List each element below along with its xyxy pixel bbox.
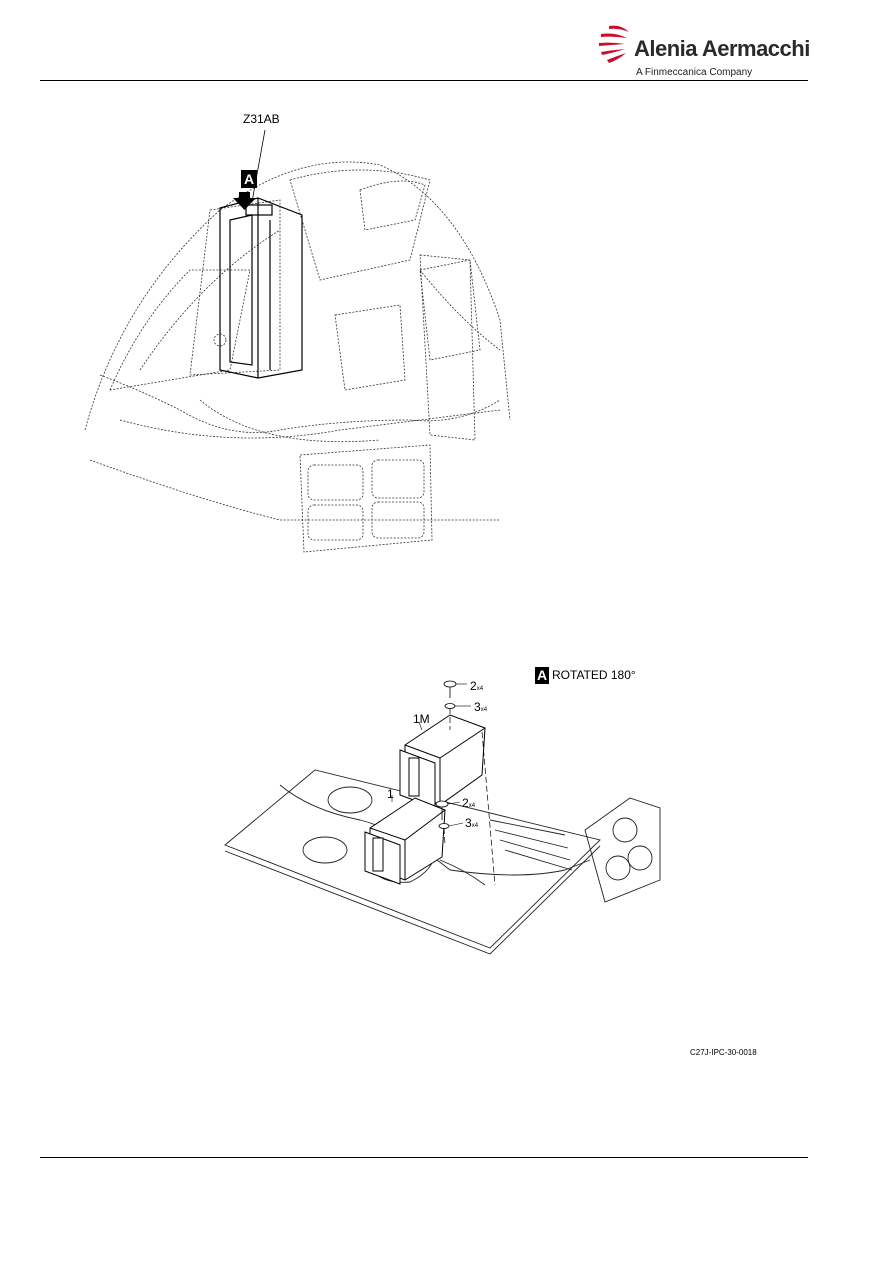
footer-rule	[40, 1157, 808, 1158]
callout-item-3-top: 3x4	[474, 700, 488, 714]
header-rule	[40, 80, 808, 81]
callout-item-1: 1	[387, 787, 394, 801]
zone-label: Z31AB	[243, 112, 280, 126]
callout-item-3-mid: 3x4	[465, 816, 479, 830]
callout-item-1m: 1M	[413, 712, 430, 726]
cockpit-illustration	[80, 120, 540, 560]
callout-item-2-top: 2x4	[470, 679, 484, 693]
brand-subtitle: A Finmeccanica Company	[636, 67, 753, 78]
view-marker-bottom: A	[536, 667, 548, 683]
brand-name: Alenia Aermacchi	[634, 36, 810, 61]
view-caption: ROTATED 180°	[552, 668, 636, 682]
callout-item-2-mid: 2x4	[462, 796, 476, 810]
view-marker-top: A	[241, 170, 257, 188]
equipment-shelf-illustration	[220, 670, 680, 960]
figure-reference: C27J-IPC-30-0018	[690, 1048, 757, 1057]
